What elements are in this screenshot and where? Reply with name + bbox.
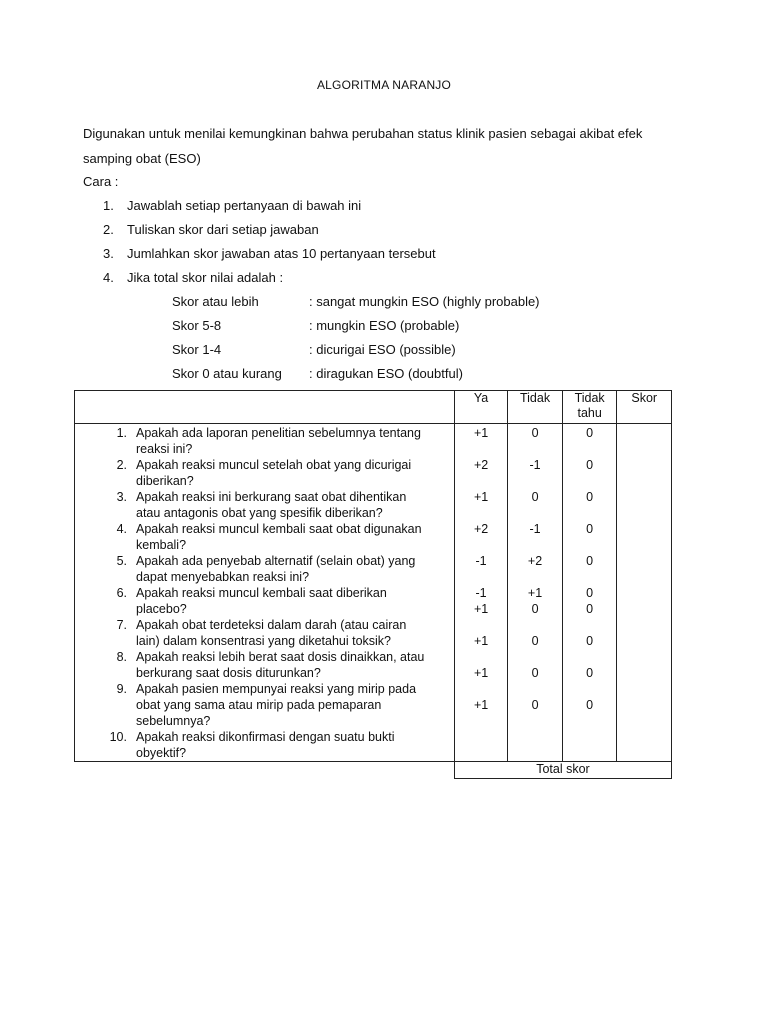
question-number: 6. — [116, 586, 127, 600]
criteria-value: : mungkin ESO (probable) — [309, 318, 460, 333]
criteria-value: : dicurigai ESO (possible) — [309, 342, 456, 357]
question-text: Apakah reaksi dikonfirmasi dengan suatu bukti obyektif? — [136, 730, 395, 760]
table-header-row — [75, 391, 672, 424]
step-item — [103, 222, 319, 237]
question-number: 4. — [116, 522, 127, 536]
question-item — [75, 489, 454, 521]
question-item — [75, 457, 454, 489]
question-text: Apakah ada penyebab alternatif (selain obat) yang dapat menyebabkan reaksi ini? — [136, 554, 416, 584]
step-number: 2. — [103, 222, 114, 237]
question-number: 9. — [116, 682, 127, 696]
step-number: 4. — [103, 270, 114, 285]
step-text: Tuliskan skor dari setiap jawaban — [127, 222, 319, 237]
tidak-tahu-values-cell: 0 0 0 0 0 0 0 0 0 0 — [562, 424, 617, 762]
naranjo-table — [74, 390, 672, 779]
question-text: Apakah reaksi lebih berat saat dosis dinaikkan, atau berkurang saat dosis diturunkan? — [136, 650, 425, 680]
question-text: Apakah pasien mempunyai reaksi yang mirip pada obat yang sama atau mirip pada pemaparan sebelumnya? — [136, 682, 417, 728]
total-score-cell: Total skor — [454, 762, 671, 779]
step-item — [103, 198, 361, 213]
step-item — [103, 246, 436, 261]
intro-text-line-1: Digunakan untuk menilai kemungkinan bahwa perubahan status klinik pasien sebagai akibat efek — [83, 126, 643, 141]
question-item — [75, 425, 454, 457]
skor-values-cell[interactable] — [617, 424, 672, 762]
question-item — [75, 521, 454, 553]
question-item — [75, 553, 454, 585]
questions-cell — [75, 424, 455, 762]
question-item — [75, 649, 454, 681]
question-number: 10. — [109, 730, 127, 744]
question-number: 7. — [116, 618, 127, 632]
header-tidak-tahu — [562, 391, 617, 424]
table-body-row — [75, 424, 672, 762]
question-text: Apakah reaksi muncul kembali saat diberikan placebo? — [136, 586, 387, 616]
question-text: Apakah reaksi muncul kembali saat obat digunakan kembali? — [136, 522, 422, 552]
question-text: Apakah ada laporan penelitian sebelumnya tentang reaksi ini? — [136, 426, 421, 456]
criteria-value: : sangat mungkin ESO (highly probable) — [309, 294, 540, 309]
header-ya: Ya — [454, 391, 507, 424]
criteria-value: : diragukan ESO (doubtful) — [309, 366, 463, 381]
question-number: 5. — [116, 554, 127, 568]
criteria-label: Skor atau lebih — [172, 294, 259, 309]
intro-text-line-2: samping obat (ESO) — [83, 151, 201, 166]
step-text: Jumlahkan skor jawaban atas 10 pertanyaan tersebut — [127, 246, 436, 261]
question-number: 3. — [116, 490, 127, 504]
question-number: 1. — [116, 426, 127, 440]
header-tidak: Tidak — [508, 391, 563, 424]
header-question — [75, 391, 455, 424]
header-skor: Skor — [617, 391, 672, 424]
step-number: 1. — [103, 198, 114, 213]
method-label: Cara : — [83, 174, 119, 189]
header-tidak-tahu-line-1: Tidak — [574, 391, 605, 405]
total-row-spacer — [75, 762, 455, 779]
criteria-label: Skor 1-4 — [172, 342, 222, 357]
question-item — [75, 585, 454, 617]
question-item — [75, 617, 454, 649]
question-text: Apakah obat terdeteksi dalam darah (atau cairan lain) dalam konsentrasi yang diketahui toksik? — [136, 618, 407, 648]
step-text: Jika total skor nilai adalah : — [127, 270, 284, 285]
criteria-label: Skor 0 atau kurang — [172, 366, 282, 381]
page-title: ALGORITMA NARANJO — [316, 78, 452, 92]
total-row — [75, 762, 672, 779]
question-text: Apakah reaksi muncul setelah obat yang dicurigai diberikan? — [136, 458, 412, 488]
ya-values-cell: +1 +2 +1 +2 -1 -1 +1 +1 +1 +1 — [454, 424, 507, 762]
step-number: 3. — [103, 246, 114, 261]
question-number: 2. — [116, 458, 127, 472]
question-text: Apakah reaksi ini berkurang saat obat dihentikan atau antagonis obat yang spesifik diberikan? — [136, 490, 407, 520]
question-number: 8. — [116, 650, 127, 664]
step-item — [103, 270, 283, 285]
question-item — [75, 681, 454, 729]
step-text: Jawablah setiap pertanyaan di bawah ini — [127, 198, 362, 213]
header-tidak-tahu-line-2: tahu — [577, 406, 602, 420]
tidak-values-cell: 0 -1 0 -1 +2 +1 0 0 0 0 — [508, 424, 563, 762]
question-item — [75, 729, 454, 761]
criteria-label: Skor 5-8 — [172, 318, 222, 333]
